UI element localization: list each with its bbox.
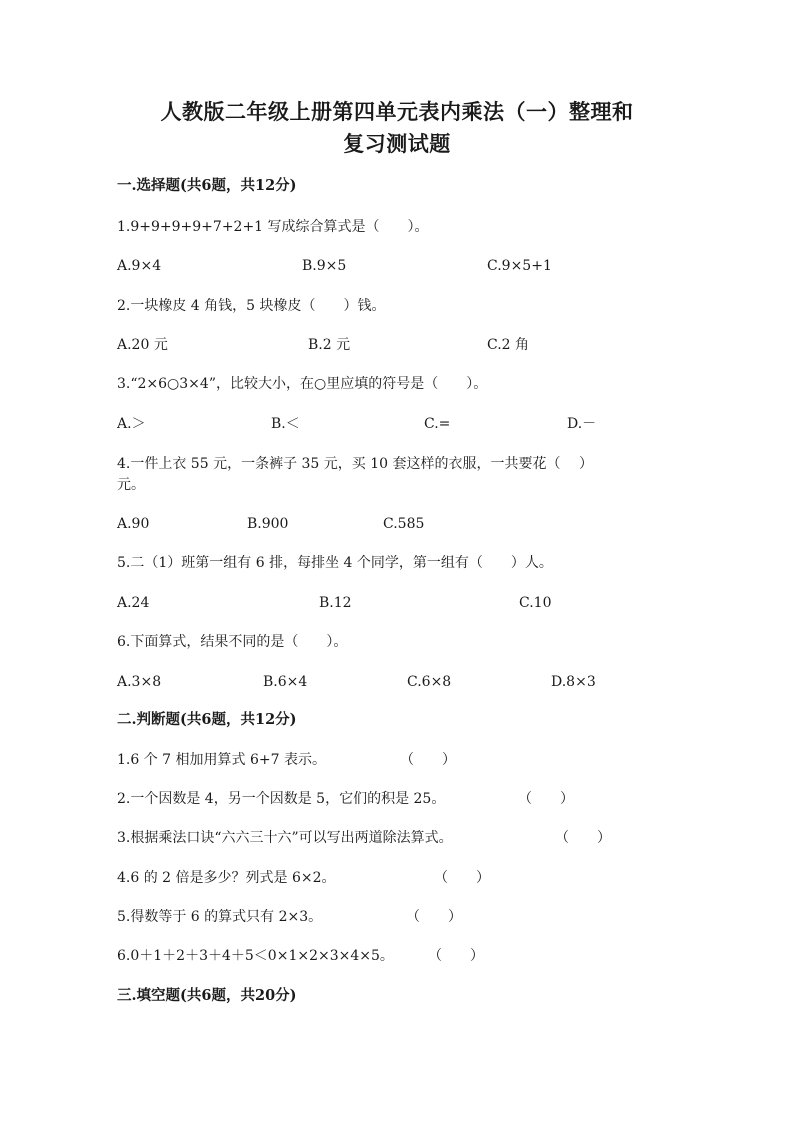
choice-q3-option-c: C.= bbox=[424, 416, 451, 432]
choice-q5-option-c: C.10 bbox=[519, 595, 552, 611]
choice-q3-option-b: B.＜ bbox=[271, 416, 300, 432]
choice-q3-option-a: A.＞ bbox=[117, 416, 146, 432]
choice-q4-option-b: B.900 bbox=[247, 516, 289, 532]
judge-q4-answer-paren: （ ） bbox=[434, 870, 490, 886]
choice-question-2: 2.一块橡皮 4 角钱，5 块橡皮（ ）钱。 bbox=[117, 298, 386, 314]
choice-q4-option-c: C.585 bbox=[383, 516, 425, 532]
judge-q1-answer-paren: （ ） bbox=[400, 752, 456, 768]
title-line-2: 复习测试题 bbox=[343, 131, 451, 156]
section-heading-fill: 三.填空题(共6题，共20分) bbox=[117, 987, 297, 1004]
choice-q2-option-a: A.20 元 bbox=[117, 337, 168, 353]
choice-question-5: 5.二（1）班第一组有 6 排，每排坐 4 个同学，第一组有（ ）人。 bbox=[117, 555, 553, 571]
judge-question-6: 6.0＋1＋2＋3＋4＋5＜0×1×2×3×4×5。 bbox=[117, 948, 394, 964]
choice-question-1: 1.9+9+9+9+7+2+1 写成综合算式是（ ）。 bbox=[117, 219, 429, 235]
choice-q4-option-a: A.90 bbox=[117, 516, 150, 532]
choice-question-6: 6.下面算式，结果不同的是（ ）。 bbox=[117, 634, 348, 650]
choice-q6-option-c: C.6×8 bbox=[407, 674, 452, 690]
choice-q1-option-b: B.9×5 bbox=[302, 258, 347, 274]
section-heading-choice: 一.选择题(共6题，共12分) bbox=[117, 177, 297, 194]
choice-q5-option-a: A.24 bbox=[117, 595, 150, 611]
judge-question-1: 1.6 个 7 相加用算式 6+7 表示。 bbox=[117, 752, 326, 768]
choice-question-3: 3.“2×6○3×4”，比较大小，在○里应填的符号是（ ）。 bbox=[117, 376, 488, 392]
choice-q6-option-d: D.8×3 bbox=[551, 674, 596, 690]
choice-q5-option-b: B.12 bbox=[319, 595, 352, 611]
choice-q1-option-c: C.9×5+1 bbox=[487, 258, 552, 274]
choice-q6-option-a: A.3×8 bbox=[117, 674, 162, 690]
choice-q2-option-b: B.2 元 bbox=[308, 337, 351, 353]
section-heading-judge: 二.判断题(共6题，共12分) bbox=[117, 711, 297, 728]
page-title bbox=[100, 96, 694, 160]
choice-q1-option-a: A.9×4 bbox=[117, 258, 162, 274]
choice-q2-option-c: C.2 角 bbox=[487, 337, 530, 353]
choice-question-4: 4.一件上衣 55 元，一条裤子 35 元，买 10 套这样的衣服，一共要花（ ） bbox=[117, 456, 593, 472]
judge-question-3: 3.根据乘法口诀“六六三十六”可以写出两道除法算式。 bbox=[117, 830, 453, 846]
judge-q5-answer-paren: （ ） bbox=[406, 909, 462, 925]
title-line-1: 人教版二年级上册第四单元表内乘法（一）整理和 bbox=[160, 99, 634, 124]
judge-question-2: 2.一个因数是 4，另一个因数是 5，它们的积是 25。 bbox=[117, 791, 446, 807]
choice-question-4-cont: 元。 bbox=[117, 477, 145, 493]
choice-q6-option-b: B.6×4 bbox=[263, 674, 308, 690]
judge-question-4: 4.6 的 2 倍是多少？列式是 6×2。 bbox=[117, 870, 336, 886]
judge-q2-answer-paren: （ ） bbox=[518, 791, 574, 807]
judge-question-5: 5.得数等于 6 的算式只有 2×3。 bbox=[117, 909, 323, 925]
choice-q3-option-d: D.－ bbox=[567, 416, 597, 432]
judge-q3-answer-paren: （ ） bbox=[555, 830, 611, 846]
judge-q6-answer-paren: （ ） bbox=[428, 948, 484, 964]
